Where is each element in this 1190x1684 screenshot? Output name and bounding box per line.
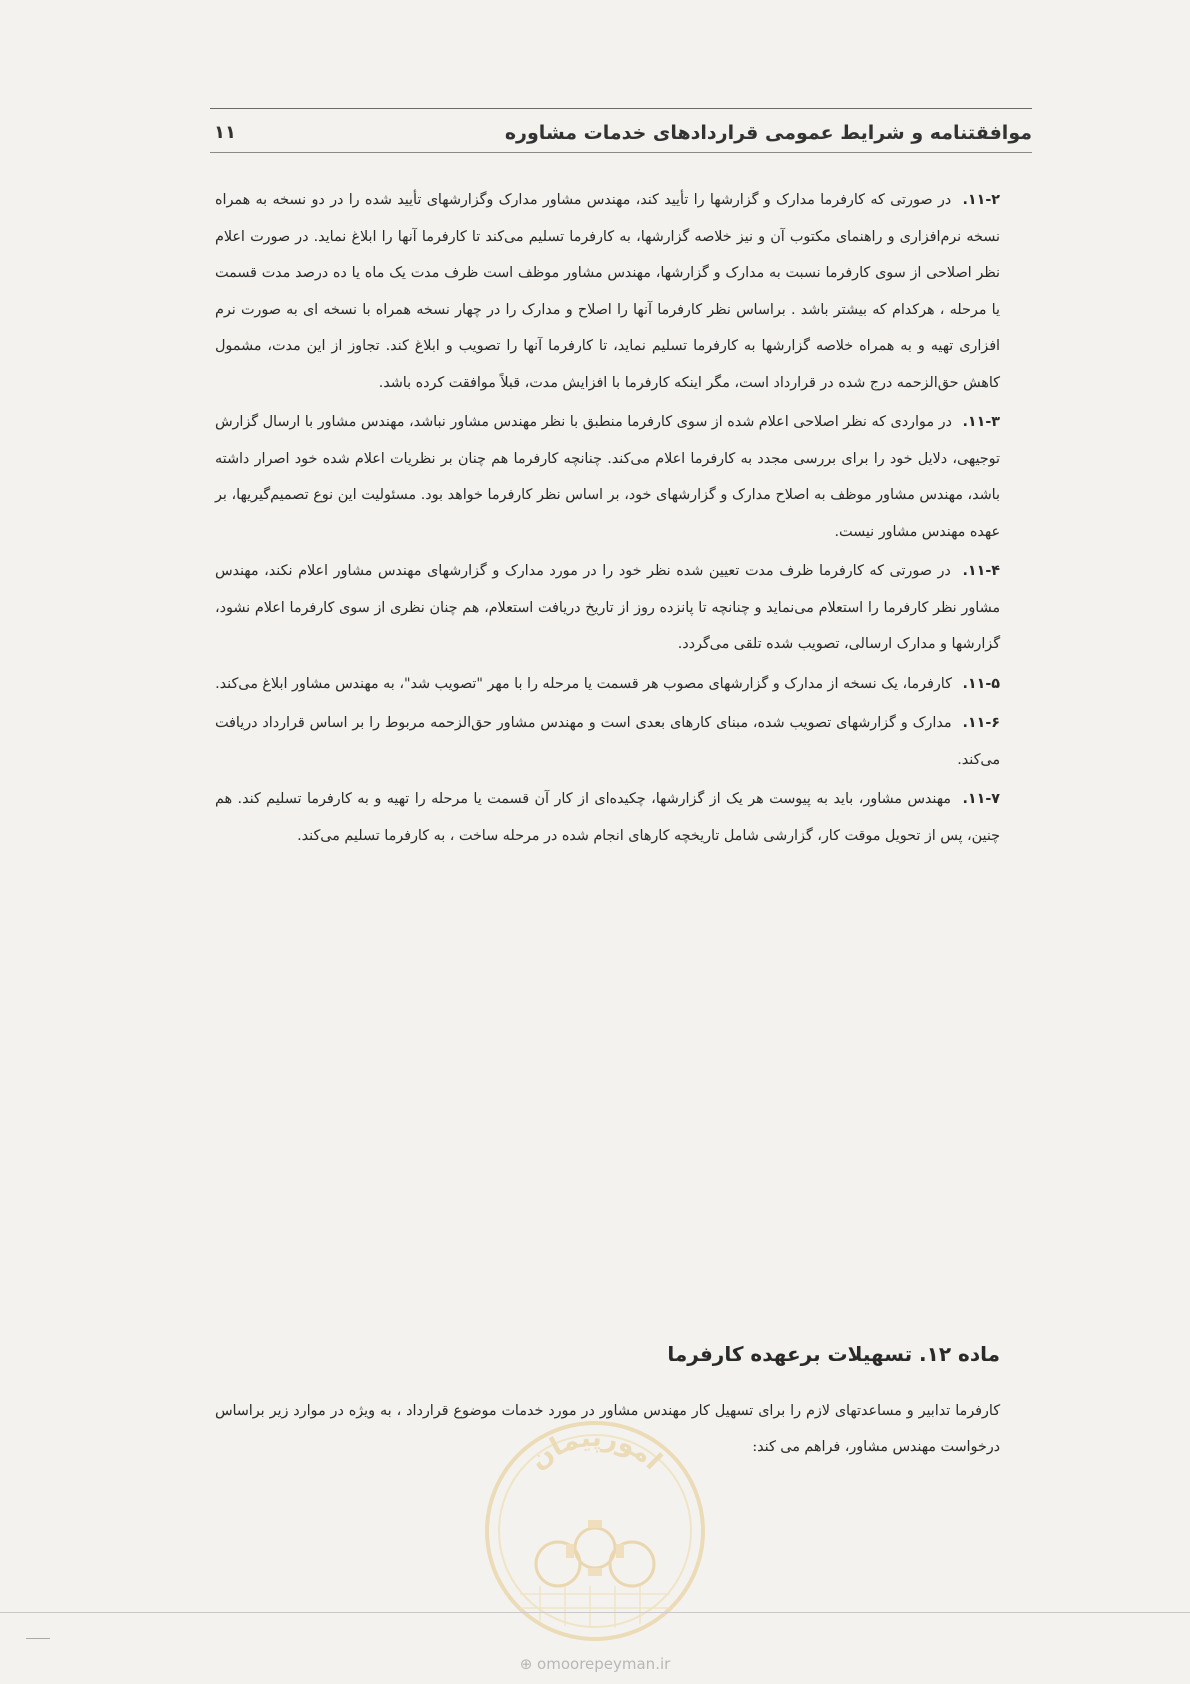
- clause-11-7: [215, 781, 1000, 854]
- clause-number: ۱۱-۴.: [962, 563, 1001, 579]
- watermark-text: امورپیمان: [523, 1422, 668, 1476]
- clause-number: ۱۱-۳.: [962, 414, 1000, 430]
- section-title: ماده ۱۲. تسهیلات برعهده کارفرما: [667, 1342, 1000, 1366]
- clause-text: در مواردی که نظر اصلاحی اعلام شده از سوی کارفرما منطبق با نظر مهندس مشاور نباشد، مهندس مشاور با ارسال گزارش توجیهی، دلایل خود را برای بررسی مجدد به کارفرما اعلام می‌کند. چنانچه کارفرما هم چنان بر نظریات اعلام شده خود اصرار داشته باشد، مهندس مشاور موظف به اصلاح مدارک و گزارشهای خود، بر اساس نظر کارفرما خواهد بود. مسئولیت این نوع تصمیم‌گیریها، بر عهده مهندس مشاور نیست.: [215, 414, 1000, 540]
- clause-number: ۱۱-۷.: [962, 791, 1000, 807]
- section-body: کارفرما تدابیر و مساعدتهای لازم را برای تسهیل کار مهندس مشاور در مورد خدمات موضوع قرارداد ، به ویژه در موارد زیر براساس درخواست مهندس مشاور، فراهم می کند:: [215, 1403, 1001, 1455]
- header-bottom-rule: [210, 152, 1032, 153]
- clause-11-2: [215, 182, 1000, 401]
- clauses-list: [215, 182, 1000, 857]
- clause-number: ۱۱-۲.: [962, 192, 1001, 208]
- clause-text: مهندس مشاور، باید به پیوست هر یک از گزارشها، چکیده‌ای از کار آن قسمت یا مرحله را تهیه و به کارفرما تسلیم کند. هم چنین، پس از تحویل موقت کار، گزارشی شامل تاریخچه کارهای انجام شده در مرحله ساخت ، به کارفرما تسلیم می‌کند.: [215, 791, 1000, 844]
- clause-11-6: [215, 705, 1000, 778]
- header-top-rule: [210, 108, 1032, 109]
- footer-url-text: omoorepeyman.ir: [537, 1655, 671, 1673]
- clause-11-5: [215, 666, 1000, 703]
- page-number: ۱۱: [214, 122, 236, 143]
- clause-text: کارفرما، یک نسخه از مدارک و گزارشهای مصوب هر قسمت یا مرحله را با مهر "تصویب شد"، به مهندس مشاور ابلاغ می‌کند.: [215, 675, 952, 692]
- page-header: [210, 116, 1032, 160]
- globe-icon: ⊕: [519, 1655, 533, 1673]
- clause-text: در صورتی که کارفرما ظرف مدت تعیین شده نظر خود را در مورد مدارک و گزارشهای مهندس مشاور اعلام نکند، مهندس مشاور نظر کارفرما را استعلام می‌نماید و چنانچه تا پانزده روز از تاریخ دریافت استعلام، هم چنان نظری از سوی کارفرما اعلام نشود، گزارشها و مدارک ارسالی، تصویب شده تلقی می‌گردد.: [215, 563, 1000, 652]
- clause-number: ۱۱-۶.: [962, 715, 1001, 731]
- footer-url: [0, 1655, 1190, 1673]
- clause-11-3: [215, 404, 1000, 550]
- clause-11-4: [215, 553, 1000, 663]
- clause-text: در صورتی که کارفرما مدارک و گزارشها را تأیید کند، مهندس مشاور مدارک وگزارشهای تأیید شده را در دو نسخه به همراه نسخه نرم‌افزاری و راهنمای مکتوب آن و نیز خلاصه گزارشها، به کارفرما تسلیم می‌کند تا کارفرما آنها را ابلاغ نماید. در صورت اعلام نظر اصلاحی از سوی کارفرما نسبت به مدارک و گزارشها، مهندس مشاور موظف است ظرف مدت یک ماه یا ده درصد مدت قسمت یا مرحله ، هرکدام که بیشتر باشد . براساس نظر کارفرما آنها را اصلاح و مدارک را در چهار نسخه همراه با نسخه ای به صورت نرم افزاری تهیه و به همراه خلاصه گزارشها به کارفرما تسلیم نماید، تا کارفرما آنها را تصویب و ابلاغ کند. تجاوز از این مدت، مشمول کاهش حق‌الزحمه درج شده در قرارداد است، مگر اینکه کارفرما با افزایش مدت، قبلاً موافقت کرده باشد.: [215, 192, 1000, 391]
- scan-edge-mark: [26, 1638, 50, 1639]
- clause-number: ۱۱-۵.: [962, 675, 1000, 692]
- scan-edge-line: [0, 1612, 1190, 1613]
- header-title: موافقتنامه و شرایط عمومی قراردادهای خدمات مشاوره: [504, 122, 1032, 144]
- clause-text: مدارک و گزارشهای تصویب شده، مبنای کارهای بعدی است و مهندس مشاور حق‌الزحمه مربوط را بر اساس قرارداد دریافت می‌کند.: [215, 715, 1000, 768]
